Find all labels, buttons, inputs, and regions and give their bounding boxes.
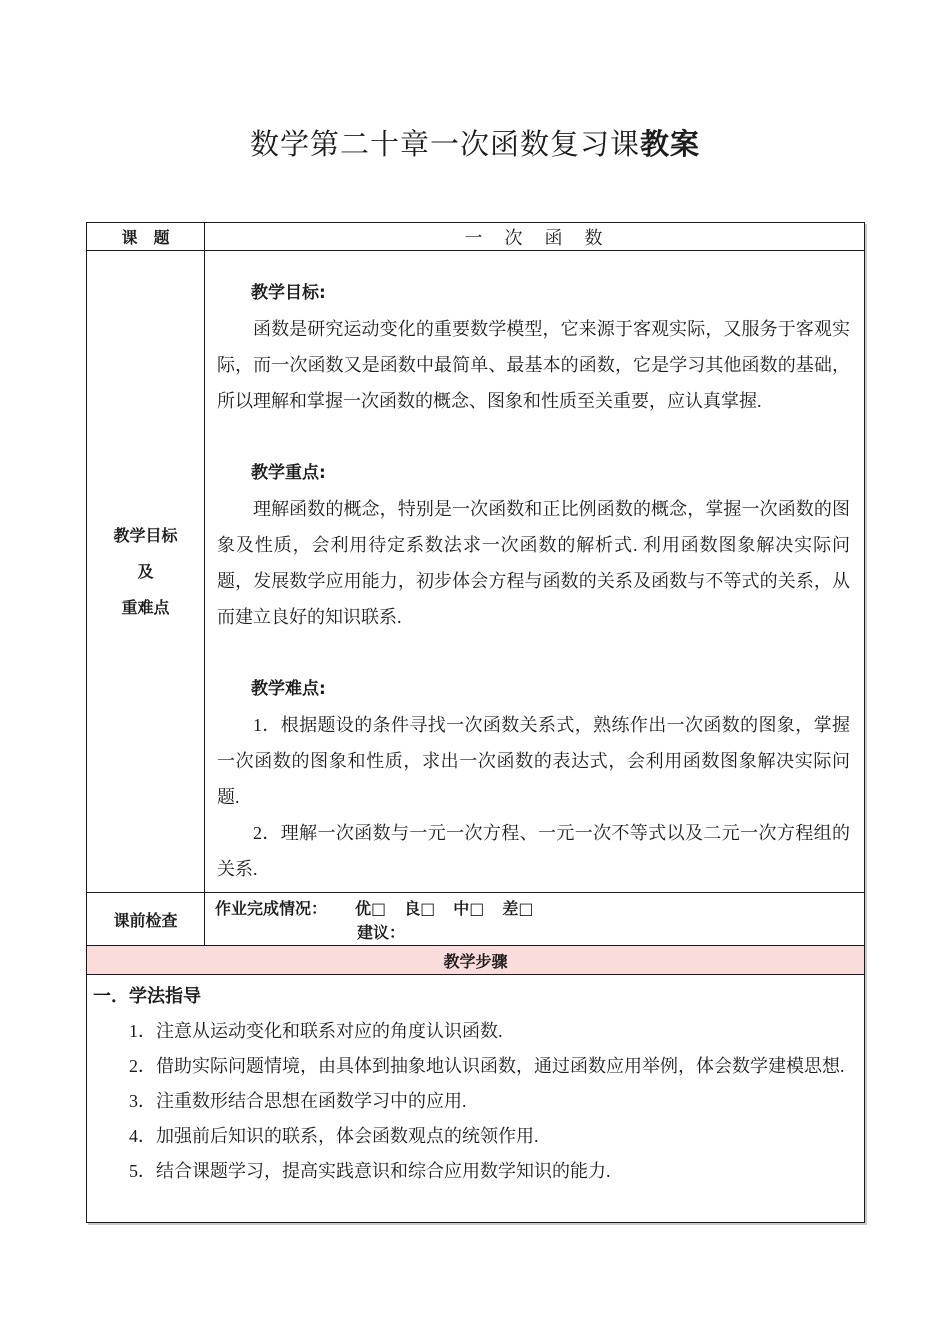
steps-section-title: 一．学法指导: [93, 986, 201, 1007]
precheck-label-cell: [87, 893, 205, 946]
homework-status-label: 作业完成情况：: [215, 899, 328, 918]
topic-label-cell: [87, 223, 205, 251]
goals-content-cell: [205, 251, 865, 893]
section-difficulties: [217, 671, 850, 887]
checkbox-poor: 差□: [502, 899, 534, 918]
goals-label-line3: 重难点: [121, 597, 170, 617]
steps-header-label: 教学步骤: [443, 951, 508, 971]
topic-value-cell: [205, 223, 865, 251]
table-row-steps-body: [87, 975, 865, 1223]
paragraph: 函数是研究运动变化的重要数学模型，它来源于客观实际，又服务于客观实际，而一次函数又是函数中最简单、最基本的函数，它是学习其他函数的基础，所以理解和掌握一次函数的概念、图象和性质至关重要，应认真掌握.: [217, 319, 850, 411]
steps-content-cell: [87, 975, 865, 1223]
steps-header-cell: [87, 946, 865, 975]
section-key-points: [217, 455, 850, 635]
list-item: 2．借助实际问题情境，由具体到抽象地认识函数，通过函数应用举例，体会数学建模思想.: [129, 1056, 845, 1076]
table-row-steps-header: [87, 946, 865, 975]
section-heading-difficulties: 教学难点:: [251, 679, 326, 699]
list-item: 5．结合课题学习，提高实践意识和综合应用数学知识的能力.: [129, 1161, 611, 1181]
section-heading-key-points: 教学重点:: [251, 463, 326, 483]
suggestion-label: 建议：: [357, 923, 406, 942]
goals-label-line1: 教学目标: [113, 525, 178, 545]
table-row-topic: [87, 223, 865, 251]
precheck-label: 课前检查: [113, 910, 178, 930]
topic-label: 课 题: [121, 228, 170, 247]
goals-label-cell: [87, 251, 205, 893]
checkbox-excellent: 优□: [355, 899, 387, 918]
page-title: [0, 124, 950, 165]
suggestion-line: [215, 921, 864, 945]
section-teaching-goals: [217, 275, 850, 419]
page-title-regular: 数学第二十章一次函数复习课: [249, 129, 640, 161]
paragraph: 理解函数的概念，特别是一次函数和正比例函数的概念，掌握一次函数的图象及性质，会利用待定系数法求一次函数的解析式. 利用函数图象解决实际问题，发展数学应用能力，初步体会方程与函数的关系及函数与不等式的关系，从而建立良好的知识联系.: [217, 499, 850, 627]
table-row-precheck: [87, 893, 865, 946]
paragraph: 2．理解一次函数与一元一次方程、一元一次不等式以及二元一次方程组的关系.: [217, 823, 850, 879]
precheck-content-cell: [205, 893, 865, 946]
homework-status-options: [355, 899, 552, 918]
table-row-goals: [87, 251, 865, 893]
page-title-bold: 教案: [640, 127, 701, 161]
list-item: 4．加强前后知识的联系，体会函数观点的统领作用.: [129, 1126, 539, 1146]
checkbox-good: 良□: [404, 899, 436, 918]
paragraph: 1．根据题设的条件寻找一次函数关系式，熟练作出一次函数的图象，掌握一次函数的图象和性质，求出一次函数的表达式，会利用函数图象解决实际问题.: [217, 715, 850, 807]
section-heading-goals: 教学目标:: [251, 283, 326, 303]
homework-status-line: [215, 897, 864, 921]
list-item: 3．注重数形结合思想在函数学习中的应用.: [129, 1091, 467, 1111]
checkbox-average: 中□: [453, 899, 485, 918]
lesson-plan-table: [86, 222, 865, 1223]
list-item: 1．注意从运动变化和联系对应的角度认识函数.: [129, 1021, 503, 1041]
goals-label-line2: 及: [137, 561, 154, 581]
topic-value: 一 次 函 数: [464, 227, 605, 248]
